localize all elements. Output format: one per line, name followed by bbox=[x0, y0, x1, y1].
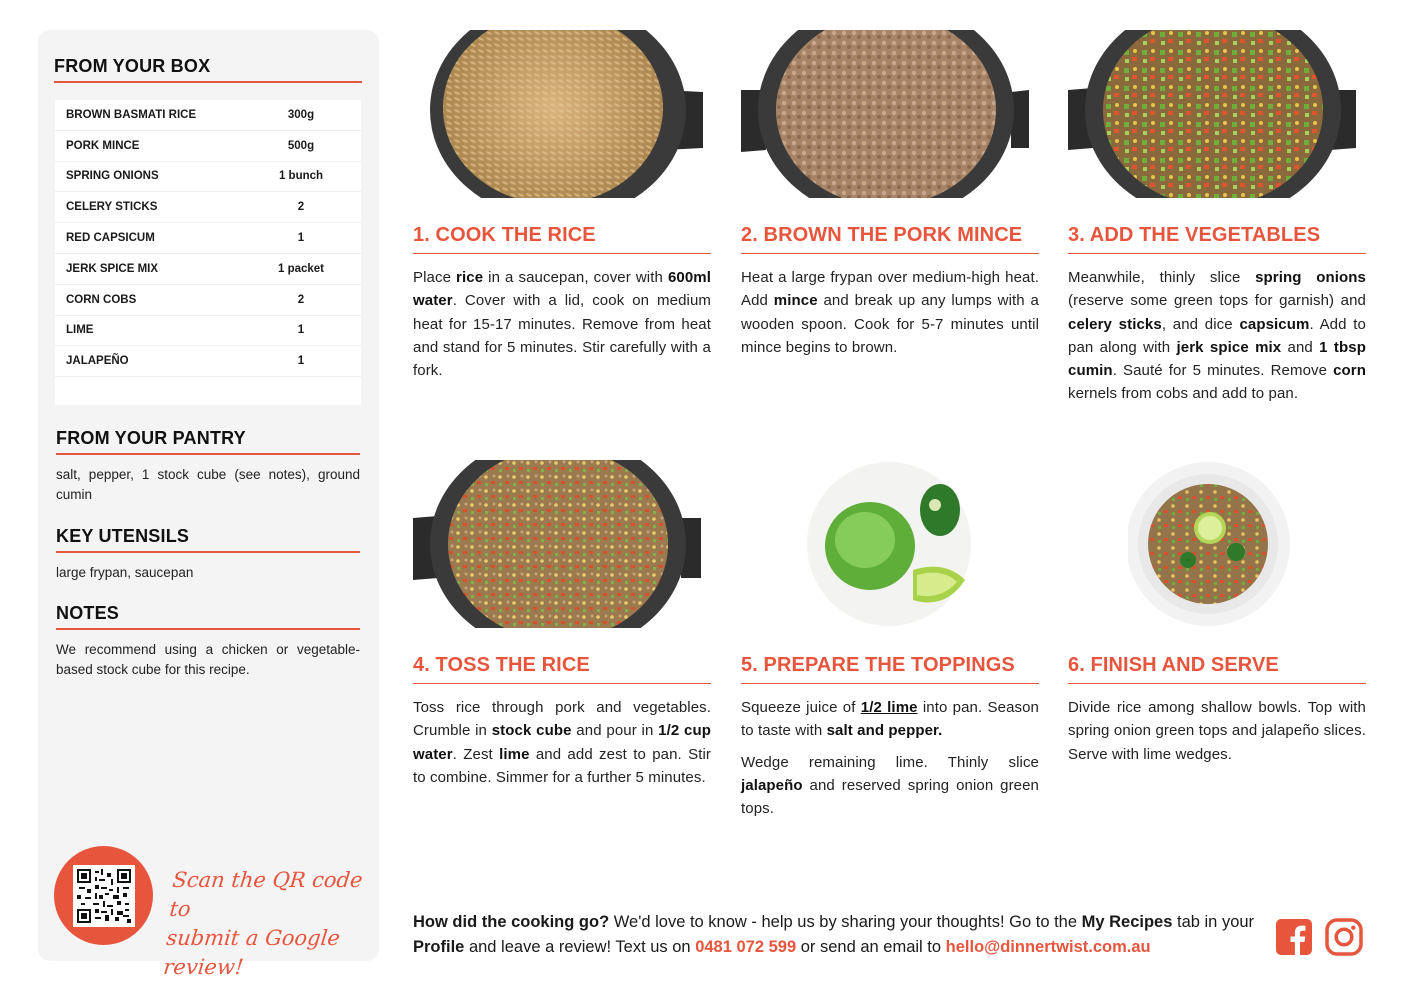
step-3 bbox=[1068, 224, 1366, 406]
step-5 bbox=[741, 654, 1039, 820]
ingredient-row bbox=[55, 100, 361, 131]
ingredient-name: CORN COBS bbox=[66, 293, 137, 306]
step-6-image bbox=[1128, 460, 1298, 628]
step-6-body: Divide rice among shallow bowls. Top with spring onion green tops and jalapeño slices. Serve with lime wedges. bbox=[1068, 699, 1366, 763]
notes-section bbox=[56, 603, 360, 680]
ingredients-sidebar bbox=[38, 30, 379, 979]
review-footer: How did the cooking go? We'd love to know - help us by sharing your thoughts! Go to the My Recipes tab in your Profile and leave a review! Text us on 0481 072 599 or send an email to hello@dinnertwist.com.au bbox=[413, 913, 1255, 956]
utensils-text: large frypan, saucepan bbox=[56, 565, 194, 580]
step-3-body: Meanwhile, thinly slice spring onions (reserve some green tops for garnish) and celery sticks, and dice capsicum. Add to pan along with jerk spice mix and 1 tbsp cumin. Sauté for 5 minutes. Remove corn kernels from cobs and add to pan. bbox=[1068, 269, 1366, 403]
ingredient-row bbox=[55, 254, 361, 285]
step-4-image bbox=[413, 460, 711, 628]
step-4-body: Toss rice through pork and vegetables. Crumble in stock cube and pour in 1/2 cup water. Zest lime and add zest to pan. Stir to combine. Simmer for a further 5 minutes. bbox=[413, 699, 712, 786]
qr-caption-line1: Scan the QR code to bbox=[168, 868, 364, 921]
notes-text: We recommend using a chicken or vegetable-based stock cube for this recipe. bbox=[56, 642, 360, 677]
ingredient-qty: 1 bunch bbox=[278, 170, 324, 183]
ingredient-name: PORK MINCE bbox=[66, 139, 140, 152]
step-2-body: Heat a large frypan over medium-high heat. Add mince and break up any lumps with a wooden spoon. Cook for 5-7 minutes until mince begins to brown. bbox=[741, 269, 1039, 356]
notes-title: NOTES bbox=[56, 603, 360, 630]
ingredient-name: SPRING ONIONS bbox=[66, 170, 159, 183]
ingredient-name: CELERY STICKS bbox=[66, 201, 158, 214]
step-1 bbox=[413, 224, 711, 382]
ingredient-row bbox=[55, 192, 361, 223]
pantry-text: salt, pepper, 1 stock cube (see notes), ground cumin bbox=[56, 467, 360, 502]
ingredient-row bbox=[55, 316, 361, 347]
ingredient-qty: 1 bbox=[297, 324, 305, 337]
utensils-section bbox=[56, 526, 360, 583]
ingredient-qty: 2 bbox=[297, 201, 305, 214]
ingredient-row bbox=[55, 285, 361, 316]
pantry-title: FROM YOUR PANTRY bbox=[56, 428, 360, 455]
step-2-image bbox=[741, 30, 1039, 198]
step-4 bbox=[413, 654, 711, 789]
ingredient-name: LIME bbox=[66, 324, 94, 337]
utensils-title: KEY UTENSILS bbox=[56, 526, 360, 553]
ingredient-qty: 1 packet bbox=[277, 262, 325, 275]
step-6 bbox=[1068, 654, 1366, 766]
ingredient-qty: 2 bbox=[297, 293, 305, 306]
ingredients-table bbox=[55, 100, 361, 405]
qr-code-icon bbox=[73, 865, 135, 927]
ingredient-qty: 1 bbox=[297, 232, 305, 245]
ingredient-row bbox=[55, 346, 361, 377]
step-5-body: Squeeze juice of 1/2 lime into pan. Season to taste with salt and pepper. Wedge remaining lime. Thinly slice jalapeño and reserved spring onion green tops. bbox=[741, 699, 1039, 818]
ingredient-row bbox=[55, 162, 361, 193]
ingredient-qty: 300g bbox=[287, 108, 315, 121]
ingredient-row bbox=[55, 223, 361, 254]
step-6-title: 6. FINISH AND SERVE bbox=[1068, 654, 1366, 684]
box-title: FROM YOUR BOX bbox=[54, 56, 362, 83]
ingredient-name: RED CAPSICUM bbox=[66, 232, 155, 245]
qr-caption bbox=[162, 866, 385, 982]
qr-code-badge[interactable] bbox=[54, 846, 153, 945]
step-1-body: Place rice in a saucepan, cover with 600ml water. Cover with a lid, cook on medium heat for 15-17 minutes. Remove from heat and stand for 5 minutes. Stir carefully with a fork. bbox=[413, 269, 711, 380]
ingredient-name: JERK SPICE MIX bbox=[66, 262, 159, 275]
qr-caption-line2: submit a Google review! bbox=[162, 926, 342, 979]
instagram-icon[interactable] bbox=[1325, 918, 1363, 956]
pantry-section bbox=[56, 428, 360, 505]
step-2 bbox=[741, 224, 1039, 359]
step-2-title: 2. BROWN THE PORK MINCE bbox=[741, 224, 1039, 254]
step-1-image bbox=[413, 30, 711, 198]
step-5-title: 5. PREPARE THE TOPPINGS bbox=[741, 654, 1039, 684]
step-3-image bbox=[1068, 30, 1366, 198]
step-3-title: 3. ADD THE VEGETABLES bbox=[1068, 224, 1366, 254]
facebook-icon[interactable] bbox=[1275, 918, 1313, 956]
step-1-title: 1. COOK THE RICE bbox=[413, 224, 711, 254]
ingredient-qty: 1 bbox=[297, 355, 305, 368]
step-5-image bbox=[805, 460, 975, 628]
step-4-title: 4. TOSS THE RICE bbox=[413, 654, 711, 684]
ingredient-name: JALAPEÑO bbox=[66, 355, 129, 368]
ingredient-row bbox=[55, 131, 361, 162]
ingredient-name: BROWN BASMATI RICE bbox=[66, 108, 197, 121]
ingredient-qty: 500g bbox=[287, 139, 315, 152]
